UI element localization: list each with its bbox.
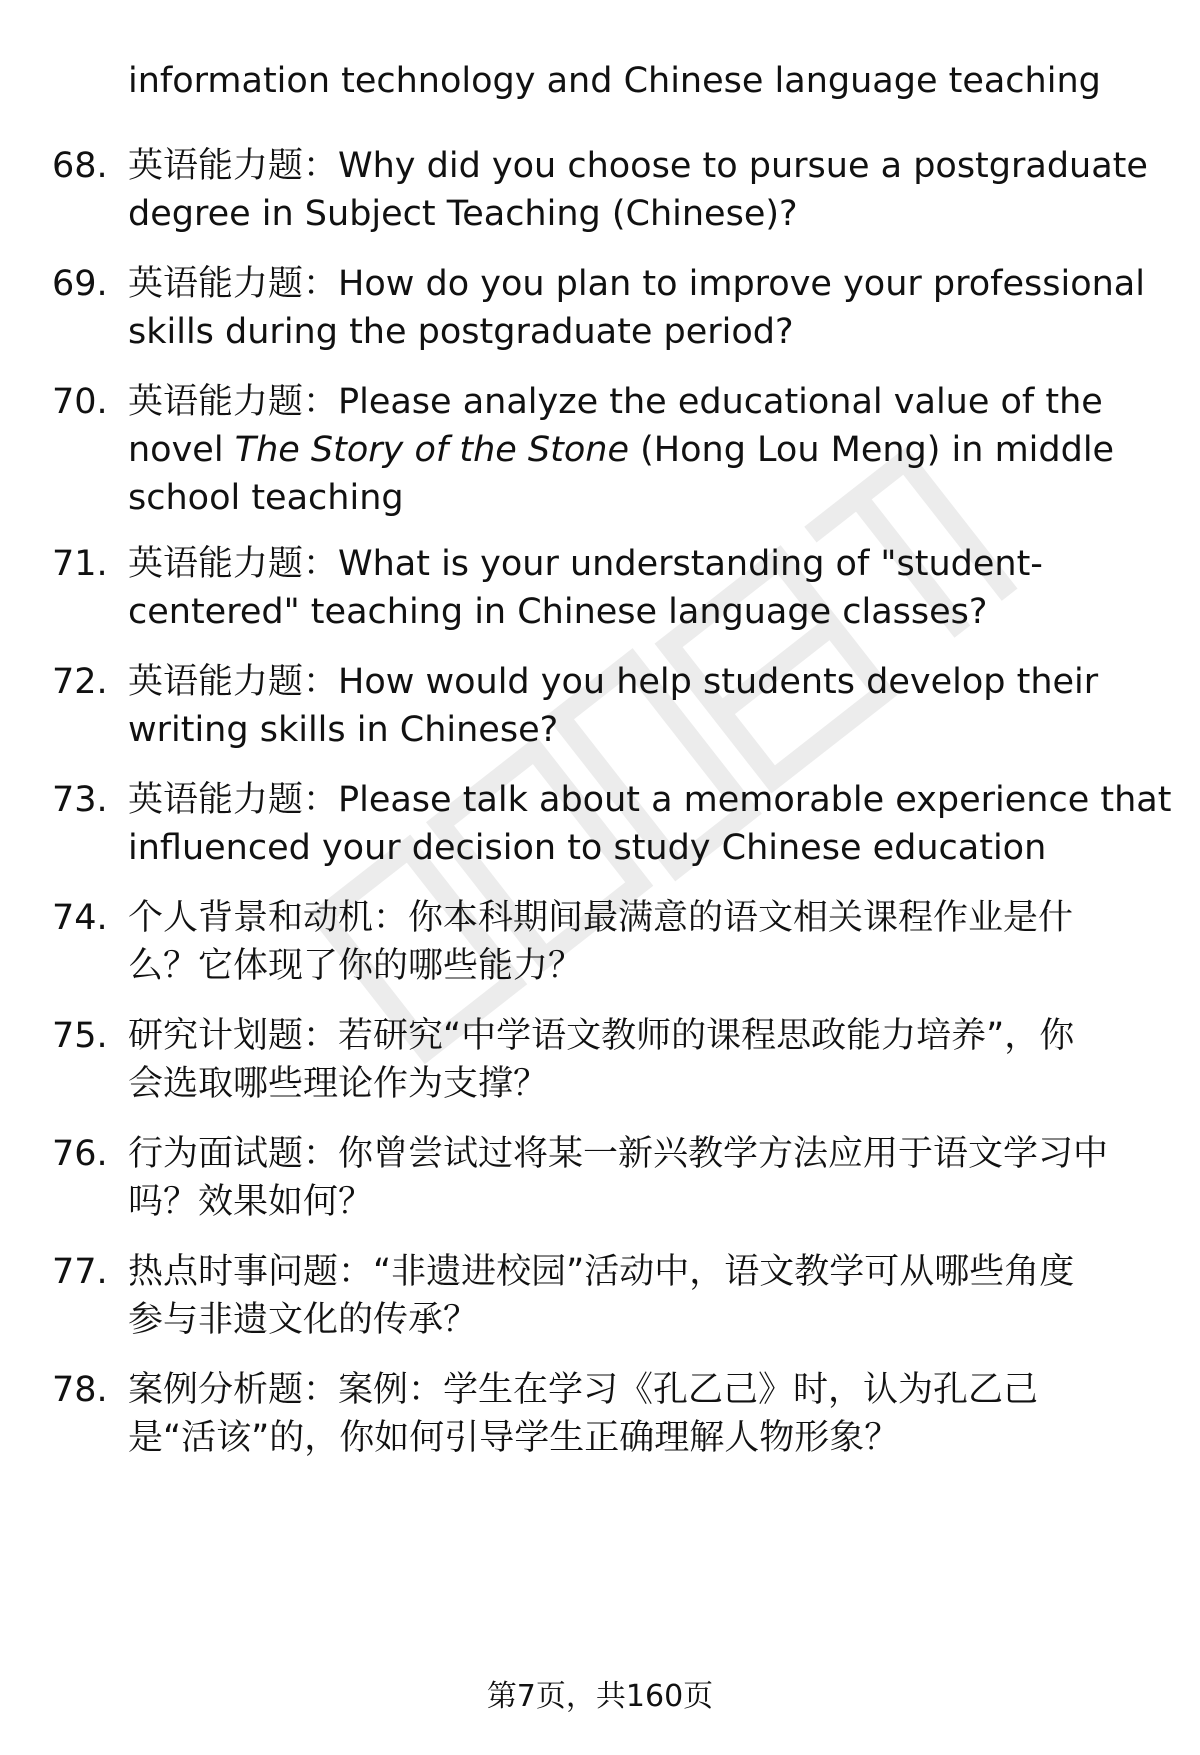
question-text [128,1130,1168,1226]
question-line: 吗？效果如何？ [128,1182,374,1222]
question-number: 76. [52,1134,108,1174]
question-number: 77. [52,1252,108,1292]
question-line-start: novel [128,430,235,470]
question-line: 研究计划题：若研究“中学语文教师的课程思政能力培养”，你 [128,1016,1075,1056]
page-number: 第7页，共160页 [486,1679,714,1714]
question-text [128,658,1168,754]
question-line: 会选取哪些理论作为支撑？ [128,1064,549,1104]
question-line: degree in Subject Teaching (Chinese)? [128,194,798,234]
question-line: 英语能力题：How would you help students develop their [128,662,1099,702]
question-line: 是“活该”的，你如何引导学生正确理解人物形象？ [128,1418,900,1458]
question-line: 么？它体现了你的哪些能力？ [128,946,584,986]
question-line: skills during the postgraduate period? [128,312,794,352]
question-number: 75. [52,1016,108,1056]
question-line: writing skills in Chinese? [128,710,559,750]
question-number: 73. [52,780,108,820]
question-text [128,1012,1168,1108]
question-text [128,1366,1168,1462]
question-number: 78. [52,1370,108,1410]
question-line: 英语能力题：Please talk about a memorable experience that [128,780,1172,820]
question-text [128,540,1168,636]
question-line: 个人背景和动机：你本科期间最满意的语文相关课程作业是什 [128,898,1074,938]
question-line-end: (Hong Lou Meng) in middle [629,430,1115,470]
continued-line: information technology and Chinese language teaching [128,61,1101,101]
question-line: centered" teaching in Chinese language classes? [128,592,988,632]
question-line [128,426,1168,474]
question-number: 74. [52,898,108,938]
question-line: 案例分析题：案例：学生在学习《孔乙己》时，认为孔乙己 [128,1370,1039,1410]
question-line: 英语能力题：What is your understanding of "student- [128,544,1043,584]
question-number: 72. [52,662,108,702]
question-line: 英语能力题：How do you plan to improve your professional [128,264,1145,304]
question-line: 英语能力题：Why did you choose to pursue a postgraduate [128,146,1148,186]
question-number: 71. [52,544,108,584]
question-text [128,378,1168,522]
question-line: 热点时事问题：“非遗进校园”活动中，语文教学可从哪些角度 [128,1252,1075,1292]
question-text [128,260,1168,356]
question-line: school teaching [128,478,404,518]
question-line: 英语能力题：Please analyze the educational value of the [128,382,1103,422]
question-text [128,894,1168,990]
question-text [128,142,1168,238]
question-text [128,1248,1168,1344]
question-text [128,776,1172,872]
question-number: 70. [52,382,108,422]
question-number: 68. [52,146,108,186]
question-line: 行为面试题：你曾尝试过将某一新兴教学方法应用于语文学习中 [128,1134,1109,1174]
question-number: 69. [52,264,108,304]
book-title: The Story of the Stone [234,430,629,470]
question-line: 参与非遗文化的传承？ [128,1300,479,1340]
question-line: influenced your decision to study Chinese education [128,828,1047,868]
